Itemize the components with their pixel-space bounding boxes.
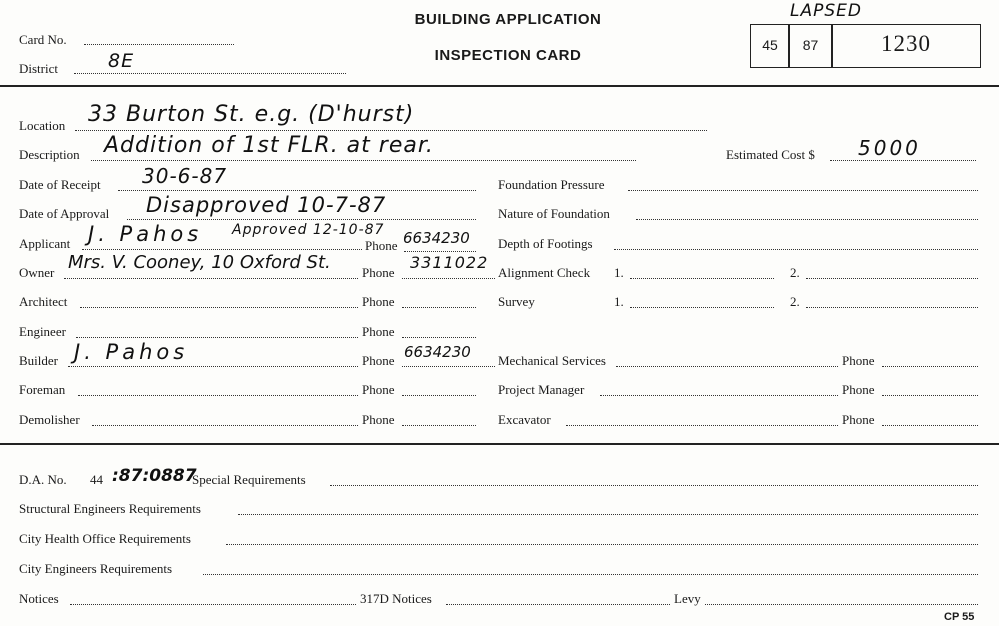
card-no-field	[84, 44, 234, 45]
special-requirements-field	[330, 485, 978, 486]
survey-num-2: 2.	[790, 294, 800, 309]
date-of-receipt-label: Date of Receipt	[19, 177, 101, 192]
applicant-phone-label: Phone	[365, 238, 398, 253]
alignment-check-field-1	[630, 278, 774, 279]
owner-value: Mrs. V. Cooney, 10 Oxford St.	[68, 252, 331, 273]
excavator-phone-field	[882, 425, 978, 426]
foreman-label: Foreman	[19, 382, 66, 397]
owner-phone-field	[402, 278, 495, 279]
mechanical-phone-field	[882, 366, 978, 367]
survey-num-1: 1.	[614, 294, 624, 309]
description-label: Description	[19, 147, 80, 162]
architect-phone-label: Phone	[362, 294, 395, 309]
builder-field	[68, 366, 358, 367]
demolisher-label: Demolisher	[19, 412, 80, 427]
notices-317d-field	[446, 604, 670, 605]
lower-separator	[0, 443, 999, 445]
survey-field-1	[630, 307, 774, 308]
builder-label: Builder	[19, 353, 58, 368]
survey-field-2	[806, 307, 978, 308]
box-field-2: 87	[802, 37, 819, 53]
estimated-cost-value: 5000	[858, 136, 921, 160]
excavator-label: Excavator	[498, 412, 551, 427]
date-of-approval-field	[127, 219, 476, 220]
location-field	[75, 130, 707, 131]
card-no-label: Card No.	[19, 32, 67, 47]
city-health-label: City Health Office Requirements	[19, 531, 191, 546]
alignment-check-num-1: 1.	[614, 265, 624, 280]
levy-label: Levy	[674, 591, 701, 606]
demolisher-field	[92, 425, 358, 426]
description-field	[91, 160, 636, 161]
engineer-label: Engineer	[19, 324, 66, 339]
foreman-phone-label: Phone	[362, 382, 395, 397]
owner-label: Owner	[19, 265, 55, 280]
mechanical-services-label: Mechanical Services	[498, 353, 606, 368]
foreman-phone-field	[402, 395, 476, 396]
project-manager-phone-label: Phone	[842, 382, 875, 397]
engineer-field	[76, 337, 358, 338]
builder-phone-label: Phone	[362, 353, 395, 368]
applicant-phone-value: 6634230	[403, 229, 470, 247]
project-manager-phone-field	[882, 395, 978, 396]
district-label: District	[19, 61, 58, 76]
notices-317d-label: 317D Notices	[360, 591, 432, 606]
owner-field	[64, 278, 358, 279]
project-manager-field	[600, 395, 838, 396]
notices-field	[70, 604, 356, 605]
architect-phone-field	[402, 307, 476, 308]
foundation-pressure-label: Foundation Pressure	[498, 177, 605, 192]
demolisher-phone-label: Phone	[362, 412, 395, 427]
box-field-1: 45	[762, 37, 778, 53]
district-field	[74, 73, 346, 74]
applicant-phone-field	[404, 251, 476, 252]
title-line-2: INSPECTION CARD	[434, 47, 582, 64]
estimated-cost-label: Estimated Cost $	[726, 147, 815, 162]
demolisher-phone-field	[402, 425, 476, 426]
city-engineers-field	[203, 574, 978, 575]
owner-phone-label: Phone	[362, 265, 395, 280]
levy-field	[705, 604, 978, 605]
project-manager-label: Project Manager	[498, 382, 585, 397]
location-label: Location	[19, 118, 66, 133]
lapsed-stamp: LAPSED	[790, 1, 862, 21]
excavator-phone-label: Phone	[842, 412, 875, 427]
applicant-field	[82, 249, 362, 250]
city-health-field	[226, 544, 978, 545]
nature-of-foundation-field	[636, 219, 978, 220]
date-of-receipt-value: 30-6-87	[142, 164, 228, 188]
form-code: CP 55	[944, 611, 975, 623]
card-number: 1230	[881, 31, 931, 56]
structural-engineers-label: Structural Engineers Requirements	[19, 501, 201, 516]
da-no-value: :87:0887	[112, 466, 197, 486]
builder-value: J. Pahos	[74, 340, 189, 364]
date-of-approval-value: Disapproved 10-7-87	[146, 193, 387, 217]
location-value: 33 Burton St. e.g. (D'hurst)	[88, 102, 415, 127]
engineer-phone-field	[402, 337, 476, 338]
approved-note: Approved 12-10-87	[232, 222, 385, 238]
da-no-prefix: 44	[90, 472, 103, 487]
date-of-receipt-field	[118, 190, 476, 191]
title-line-1: BUILDING APPLICATION	[414, 11, 602, 28]
engineer-phone-label: Phone	[362, 324, 395, 339]
architect-label: Architect	[19, 294, 68, 309]
builder-phone-field	[402, 366, 495, 367]
foreman-field	[78, 395, 358, 396]
city-engineers-label: City Engineers Requirements	[19, 561, 173, 576]
description-value: Addition of 1st FLR. at rear.	[104, 133, 434, 158]
excavator-field	[566, 425, 838, 426]
top-separator	[0, 85, 999, 87]
survey-label: Survey	[498, 294, 535, 309]
alignment-check-field-2	[806, 278, 978, 279]
depth-of-footings-field	[614, 249, 978, 250]
builder-phone-value: 6634230	[404, 343, 471, 361]
applicant-value: J. Pahos	[88, 222, 203, 246]
mechanical-services-field	[616, 366, 838, 367]
nature-of-foundation-label: Nature of Foundation	[498, 206, 610, 221]
district-value: 8E	[108, 50, 135, 72]
date-of-approval-label: Date of Approval	[19, 206, 110, 221]
alignment-check-num-2: 2.	[790, 265, 800, 280]
special-requirements-label: Special Requirements	[192, 472, 306, 487]
mechanical-phone-label: Phone	[842, 353, 875, 368]
architect-field	[80, 307, 358, 308]
structural-engineers-field	[238, 514, 978, 515]
owner-phone-value: 3311022	[410, 253, 489, 272]
notices-label: Notices	[19, 591, 59, 606]
applicant-label: Applicant	[19, 236, 71, 251]
da-no-label: D.A. No.	[19, 472, 67, 487]
depth-of-footings-label: Depth of Footings	[498, 236, 593, 251]
foundation-pressure-field	[628, 190, 978, 191]
estimated-cost-field	[830, 160, 976, 161]
alignment-check-label: Alignment Check	[498, 265, 591, 280]
